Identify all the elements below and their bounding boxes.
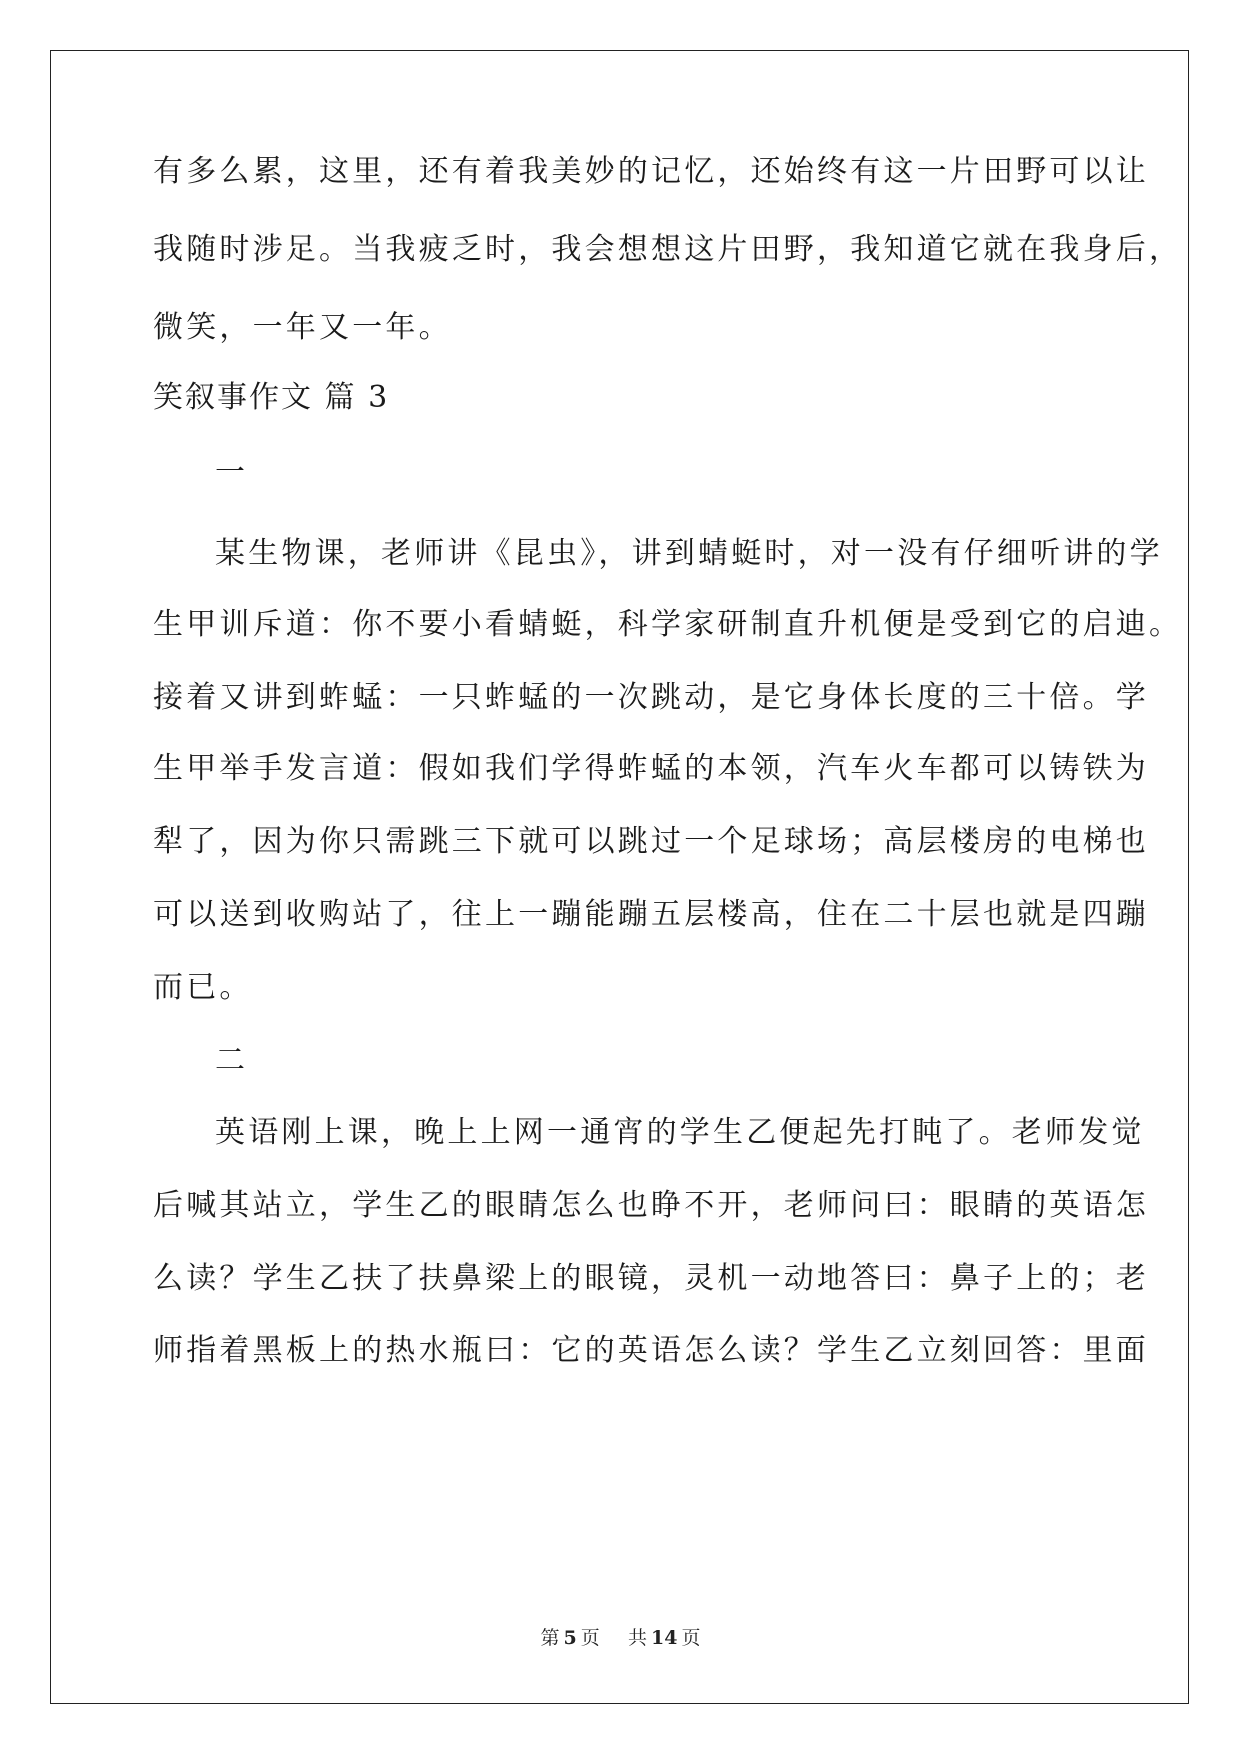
body-line: 英语刚上课，晚上上网一通宵的学生乙便起先打盹了。老师发觉 (215, 1115, 1145, 1150)
body-line: 么读？学生乙扶了扶鼻梁上的眼镜，灵机一动地答曰：鼻子上的；老 (153, 1261, 1149, 1296)
subsection-marker: 一 (215, 455, 249, 490)
footer-page-suffix: 页 (580, 1627, 600, 1649)
body-line: 某生物课，老师讲《昆虫》，讲到蜻蜓时，对一没有仔细听讲的学 (215, 536, 1163, 571)
body-line: 可以送到收购站了，往上一蹦能蹦五层楼高，住在二十层也就是四蹦 (153, 897, 1149, 932)
page-border (50, 50, 1189, 1704)
body-line: 犁了，因为你只需跳三下就可以跳过一个足球场；高层楼房的电梯也 (153, 824, 1149, 859)
footer-total-prefix: 共 (627, 1627, 647, 1649)
body-line: 生甲训斥道：你不要小看蜻蜓，科学家研制直升机便是受到它的启迪。 (153, 607, 1183, 642)
body-line: 师指着黑板上的热水瓶曰：它的英语怎么读？学生乙立刻回答：里面 (153, 1333, 1149, 1368)
section-heading: 笑叙事作文 篇 3 (153, 380, 390, 415)
footer-total-suffix: 页 (681, 1627, 701, 1649)
body-line: 而已。 (153, 970, 253, 1005)
page-footer (0, 1623, 1241, 1650)
body-line: 我随时涉足。当我疲乏时，我会想想这片田野，我知道它就在我身后， (153, 232, 1183, 267)
body-line: 微笑，一年又一年。 (153, 310, 452, 345)
total-pages: 14 (650, 1627, 678, 1649)
body-line: 后喊其站立，学生乙的眼睛怎么也睁不开，老师问曰：眼睛的英语怎 (153, 1188, 1149, 1223)
subsection-marker: 二 (215, 1043, 249, 1078)
body-line: 有多么累，这里，还有着我美妙的记忆，还始终有这一片田野可以让 (153, 154, 1149, 189)
body-line: 接着又讲到蚱蜢：一只蚱蜢的一次跳动，是它身体长度的三十倍。学 (153, 680, 1149, 715)
body-line: 生甲举手发言道：假如我们学得蚱蜢的本领，汽车火车都可以铸铁为 (153, 751, 1149, 786)
footer-prefix: 第 (540, 1627, 560, 1649)
page-number: 5 (563, 1627, 577, 1649)
